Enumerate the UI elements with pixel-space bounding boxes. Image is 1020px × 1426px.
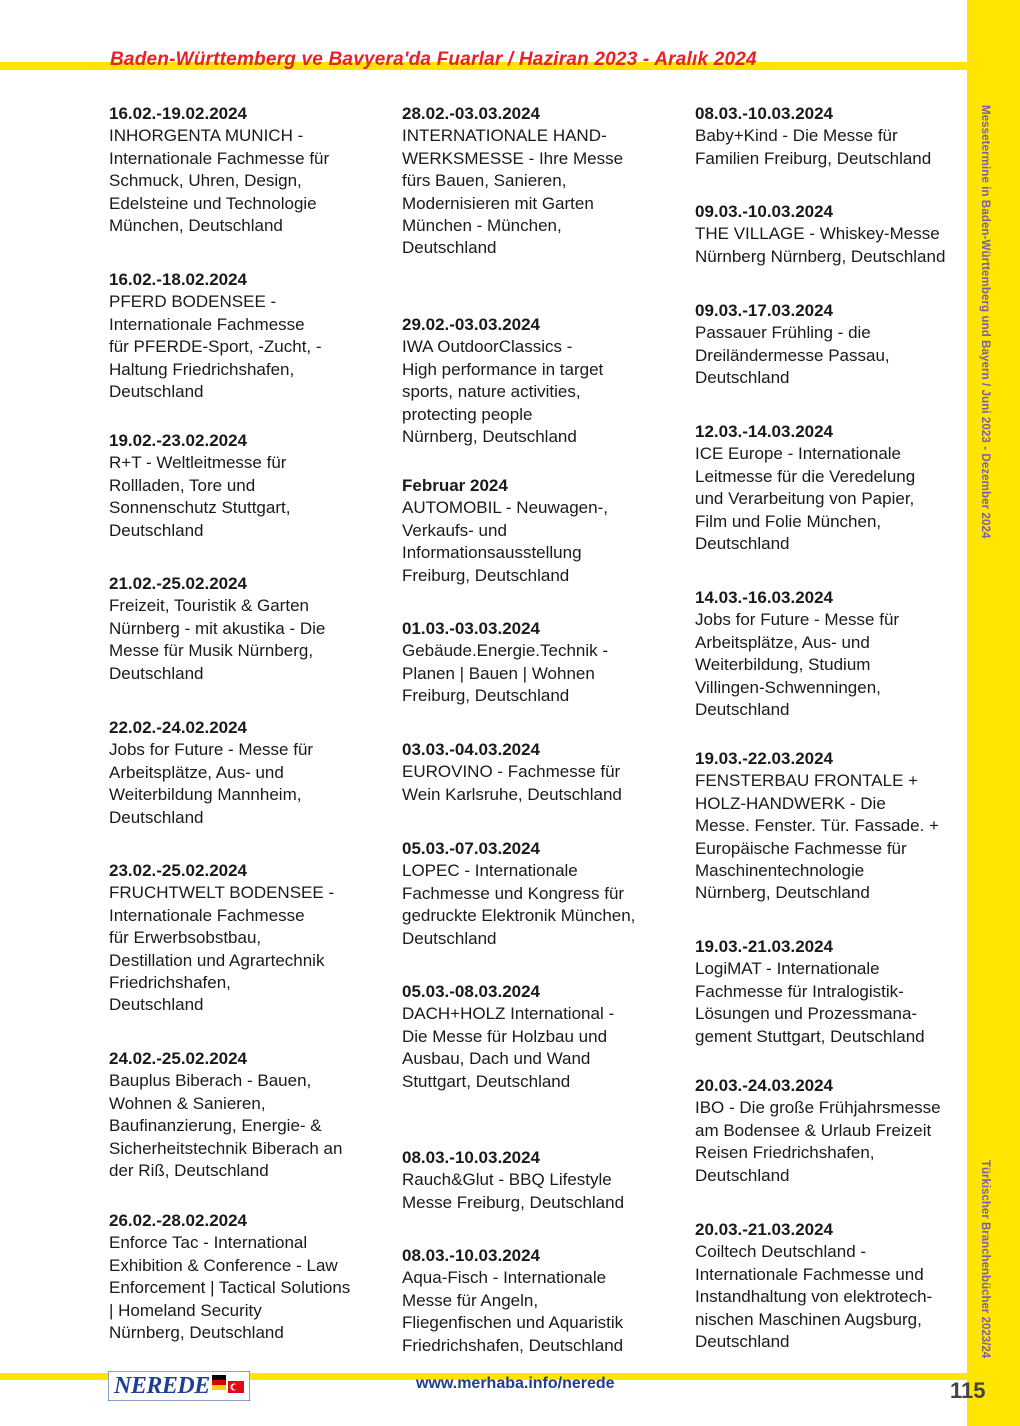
event-entry [695,300,967,390]
event-text: Coiltech Deutschland - Internationale Fachmesse und Instandhaltung von elektrotech- nischen Maschinen Augsburg, Deutschland [695,1242,933,1352]
event-text: LogiMAT - Internationale Fachmesse für Intralogistik- Lösungen und Prozessmana- gement Stuttgart, Deutschland [695,959,925,1046]
event-date: 08.03.-10.03.2024 [402,1148,541,1167]
event-date: 20.03.-21.03.2024 [695,1220,834,1239]
event-date: 01.03.-03.03.2024 [402,619,541,638]
event-entry [402,103,674,260]
event-date: 29.02.-03.03.2024 [402,315,541,334]
event-date: 24.02.-25.02.2024 [109,1049,248,1068]
event-date: 19.03.-21.03.2024 [695,937,834,956]
nerede-logo [108,1371,250,1401]
event-date: 09.03.-17.03.2024 [695,301,834,320]
event-date: 19.02.-23.02.2024 [109,431,248,450]
event-entry [695,748,967,905]
event-entry [402,1245,674,1357]
event-entry [695,201,967,268]
event-entry [109,717,381,829]
event-text: Passauer Frühling - die Dreiländermesse Passau, Deutschland [695,323,890,388]
event-text: Freizeit, Touristik & Garten Nürnberg - mit akustika - Die Messe für Musik Nürnberg, Deutschland [109,596,326,683]
event-text: Jobs for Future - Messe für Arbeitsplätze, Aus- und Weiterbildung Mannheim, Deutschland [109,740,314,827]
event-text: Baby+Kind - Die Messe für Familien Freiburg, Deutschland [695,126,932,168]
event-date: 08.03.-10.03.2024 [402,1246,541,1265]
event-text: Gebäude.Energie.Technik - Planen | Bauen | Wohnen Freiburg, Deutschland [402,641,609,706]
event-date: 22.02.-24.02.2024 [109,718,248,737]
event-text: Aqua-Fisch - Internationale Messe für Angeln, Fliegenfischen und Aquaristik Friedrichshafen, Deutschland [402,1268,624,1355]
event-entry [109,430,381,542]
event-entry [695,1219,967,1353]
side-caption-top-text: Messetermine in Baden-Württemberg und Bayern / Juni 2023 - Dezember 2024 [979,105,991,539]
event-entry [109,573,381,685]
event-entry [695,421,967,555]
event-entry [402,618,674,708]
event-entry [109,1210,381,1344]
event-text: LOPEC - Internationale Fachmesse und Kongress für gedruckte Elektronik München, Deutschland [402,861,636,948]
logo-text: NEREDE [114,1373,210,1399]
footer-url-link[interactable]: www.merhaba.info/nerede [416,1375,615,1392]
event-text: IBO - Die große Frühjahrsmesse am Bodensee & Urlaub Freizeit Reisen Friedrichshafen, Deutschland [695,1098,941,1185]
event-date: 03.03.-04.03.2024 [402,740,541,759]
event-date: 09.03.-10.03.2024 [695,202,834,221]
event-date: 12.03.-14.03.2024 [695,422,834,441]
event-entry [402,838,674,950]
event-text: Enforce Tac - International Exhibition & Conference - Law Enforcement | Tactical Solutions | Homeland Security Nürnberg, Deutschland [109,1233,351,1343]
side-caption-bottom [973,1160,991,1360]
event-date: 23.02.-25.02.2024 [109,861,248,880]
event-text: DACH+HOLZ International - Die Messe für Holzbau und Ausbau, Dach und Wand Stuttgart, Deutschland [402,1004,615,1091]
event-date: 16.02.-18.02.2024 [109,270,248,289]
event-text: AUTOMOBIL - Neuwagen-, Verkaufs- und Informationsausstellung Freiburg, Deutschland [402,498,608,585]
event-date: 16.02.-19.02.2024 [109,104,248,123]
event-date: 19.03.-22.03.2024 [695,749,834,768]
event-text: R+T - Weltleitmesse für Rollladen, Tore und Sonnenschutz Stuttgart, Deutschland [109,453,291,540]
event-entry [109,1048,381,1182]
event-date: 20.03.-24.03.2024 [695,1076,834,1095]
event-text: IWA OutdoorClassics - High performance in target sports, nature activities, protecting people Nürnberg, Deutschland [402,337,604,447]
event-text: Jobs for Future - Messe für Arbeitsplätze, Aus- und Weiterbildung, Studium Villingen-Schwenningen, Deutschland [695,610,900,720]
event-date: 08.03.-10.03.2024 [695,104,834,123]
event-entry [402,739,674,806]
event-entry [695,1075,967,1187]
event-entry [109,269,381,403]
event-entry [402,314,674,448]
event-date: 05.03.-08.03.2024 [402,982,541,1001]
event-date: 14.03.-16.03.2024 [695,588,834,607]
page-title: Baden-Württemberg ve Bavyera'da Fuarlar / Haziran 2023 - Aralık 2024 [110,49,757,70]
event-date: Februar 2024 [402,476,508,495]
event-text: EUROVINO - Fachmesse für Wein Karlsruhe, Deutschland [402,762,622,804]
event-text: FRUCHTWELT BODENSEE - Internationale Fachmesse für Erwerbsobstbau, Destillation und Agrartechnik Friedrichshafen, Deutschland [109,883,335,1015]
event-date: 21.02.-25.02.2024 [109,574,248,593]
event-text: FENSTERBAU FRONTALE + HOLZ-HANDWERK - Die Messe. Fenster. Tür. Fassade. + Europäische Fachmesse für Maschinentechnologie Nürnberg, Deutschland [695,771,939,903]
event-text: Bauplus Biberach - Bauen, Wohnen & Sanieren, Baufinanzierung, Energie- & Sicherheitstechnik Biberach an der Riß, Deutschland [109,1071,343,1181]
side-caption-bottom-text: Türkischer Branchenbücher 2023/24 [979,1160,991,1359]
side-caption-top [973,105,991,545]
event-entry [402,981,674,1093]
event-text: ICE Europe - Internationale Leitmesse für die Veredelung und Verarbeitung von Papier, Film und Folie München, Deutschland [695,444,916,554]
event-text: THE VILLAGE - Whiskey-Messe Nürnberg Nürnberg, Deutschland [695,224,946,266]
event-entry [695,587,967,721]
event-date: 05.03.-07.03.2024 [402,839,541,858]
event-date: 28.02.-03.03.2024 [402,104,541,123]
event-entry [695,936,967,1048]
event-text: INTERNATIONALE HAND- WERKSMESSE - Ihre Messe fürs Bauen, Sanieren, Modernisieren mit Garten München - München, Deutschland [402,126,624,258]
event-entry [402,475,674,587]
event-entry [109,860,381,1017]
event-text: INHORGENTA MUNICH - Internationale Fachmesse für Schmuck, Uhren, Design, Edelsteine und Technologie München, Deutschland [109,126,330,236]
event-entry [695,103,967,170]
event-entry [402,1147,674,1214]
page-number: 115 [950,1378,986,1403]
event-date: 26.02.-28.02.2024 [109,1211,248,1230]
event-text: Rauch&Glut - BBQ Lifestyle Messe Freiburg, Deutschland [402,1170,625,1212]
event-text: PFERD BODENSEE - Internationale Fachmesse für PFERDE-Sport, -Zucht, - Haltung Friedrichshafen, Deutschland [109,292,322,402]
event-entry [109,103,381,237]
